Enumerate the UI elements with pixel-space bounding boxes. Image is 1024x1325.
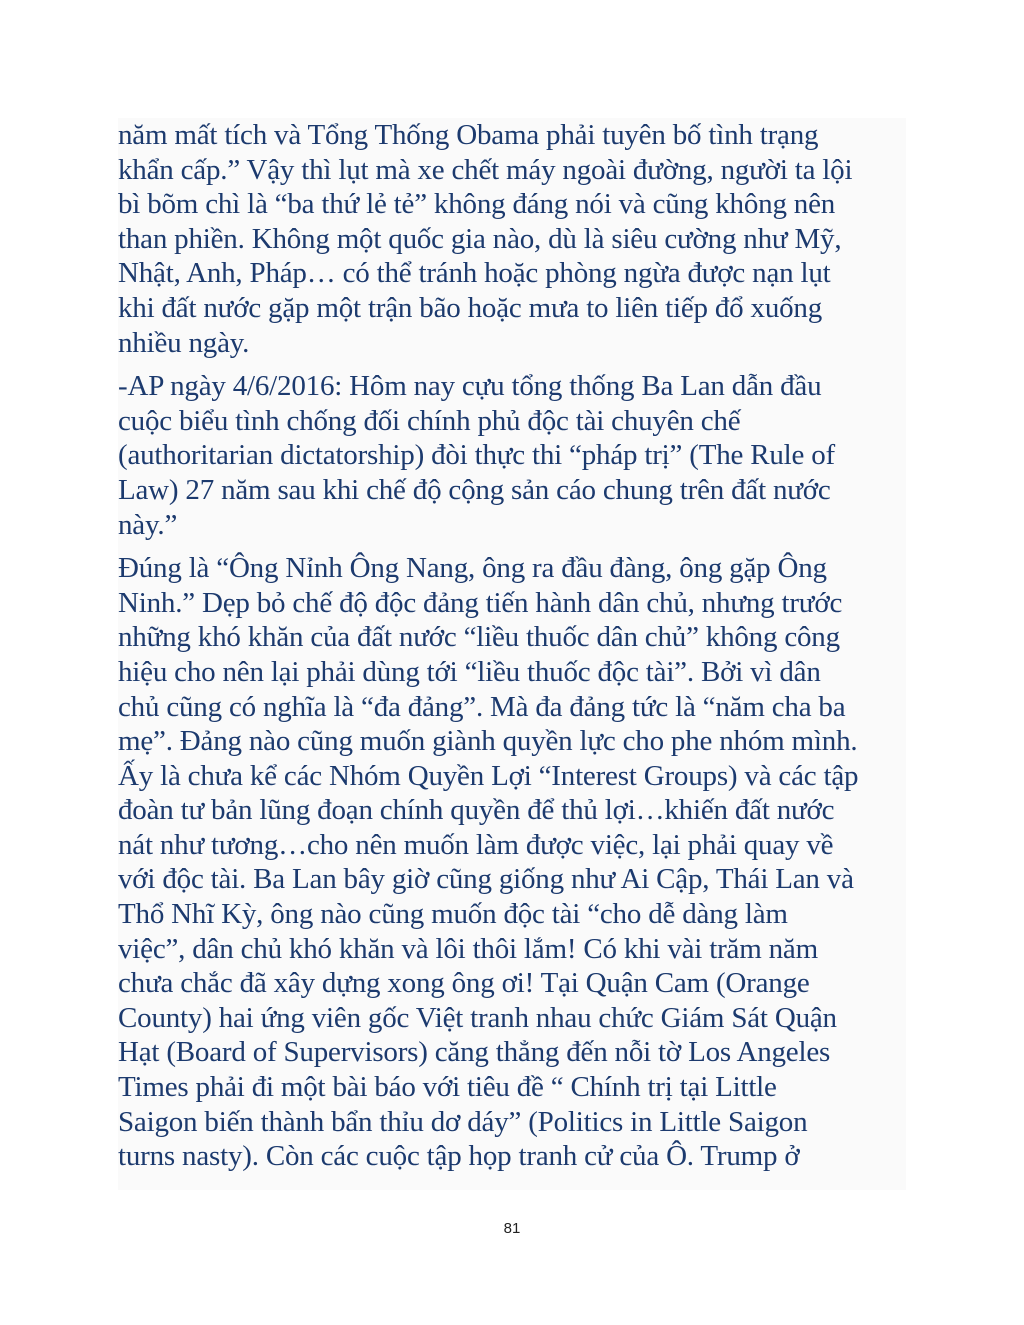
text-line: Law) 27 năm sau khi chế độ cộng sản cáo chung trên đất nước (118, 473, 831, 506)
paragraph-ap-news (118, 369, 906, 542)
text-line: nhiều ngày. (118, 326, 250, 359)
text-line: nát như tương…cho nên muốn làm được việc, lại phải quay về (118, 828, 834, 861)
text-line: những khó khăn của đất nước “liều thuốc dân chủ” không công (118, 621, 840, 654)
page-number: 81 (503, 1220, 521, 1237)
text-line: Ninh.” Dẹp bỏ chế độ độc đảng tiến hành dân chủ, nhưng trước (118, 586, 843, 619)
text-line: (authoritarian dictatorship) đòi thực thi “pháp trị” (The Rule of (118, 439, 836, 472)
body-text-block (118, 118, 906, 1190)
text-line: -AP ngày 4/6/2016: Hôm nay cựu tổng thống Ba Lan dẫn đầu (118, 370, 822, 403)
text-line: County) hai ứng viên gốc Việt tranh nhau chức Giám Sát Quận (118, 1001, 837, 1034)
text-line: hiệu cho nên lại phải dùng tới “liều thuốc độc tài”. Bởi vì dân (118, 655, 821, 688)
text-line: việc”, dân chủ khó khăn và lôi thôi lắm! Có khi vài trăm năm (118, 932, 818, 965)
text-line: Nhật, Anh, Pháp… có thể tránh hoặc phòng ngừa được nạn lụt (118, 257, 831, 290)
text-line: Thổ Nhĩ Kỳ, ông nào cũng muốn độc tài “cho dễ dàng làm (118, 898, 788, 931)
text-line: Times phải đi một bài báo với tiêu đề “ Chính trị tại Little (118, 1071, 777, 1104)
text-line: đoàn tư bản lũng đoạn chính quyền để thủ lợi…khiến đất nước (118, 794, 835, 827)
paragraph-democracy-commentary (118, 551, 906, 1174)
text-line: Saigon biến thành bẩn thỉu dơ dáy” (Politics in Little Saigon (118, 1105, 808, 1138)
text-line: khẩn cấp.” Vậy thì lụt mà xe chết máy ngoài đường, người ta lội (118, 153, 853, 186)
text-line: này.” (118, 508, 178, 541)
text-line: chủ cũng có nghĩa là “đa đảng”. Mà đa đảng tức là “năm cha ba (118, 690, 846, 723)
text-line: Hạt (Board of Supervisors) căng thẳng đến nỗi tờ Los Angeles (118, 1036, 831, 1069)
text-line: cuộc biểu tình chống đối chính phủ độc tài chuyên chế (118, 404, 741, 437)
paragraph-flood-commentary (118, 118, 906, 360)
text-line: năm mất tích và Tổng Thống Obama phải tuyên bố tình trạng (118, 119, 819, 151)
text-line: turns nasty). Còn các cuộc tập họp tranh cử của Ô. Trump ở (118, 1140, 800, 1173)
text-line: than phiền. Không một quốc gia nào, dù là siêu cường như Mỹ, (118, 222, 842, 255)
text-line: bì bõm chì là “ba thứ lẻ tẻ” không đáng nói và cũng không nên (118, 188, 836, 221)
text-line: mẹ”. Đảng nào cũng muốn giành quyền lực cho phe nhóm mình. (118, 725, 858, 758)
text-line: với độc tài. Ba Lan bây giờ cũng giống như Ai Cập, Thái Lan và (118, 863, 854, 896)
text-line: khi đất nước gặp một trận bão hoặc mưa to liên tiếp đổ xuống (118, 291, 823, 324)
text-line: Đúng là “Ông Nỉnh Ông Nang, ông ra đầu đàng, ông gặp Ông (118, 552, 827, 585)
text-line: chưa chắc đã xây dựng xong ông ơi! Tại Quận Cam (Orange (118, 967, 810, 1000)
text-line: Ấy là chưa kể các Nhóm Quyền Lợi “Interest Groups) và các tập (118, 759, 859, 792)
